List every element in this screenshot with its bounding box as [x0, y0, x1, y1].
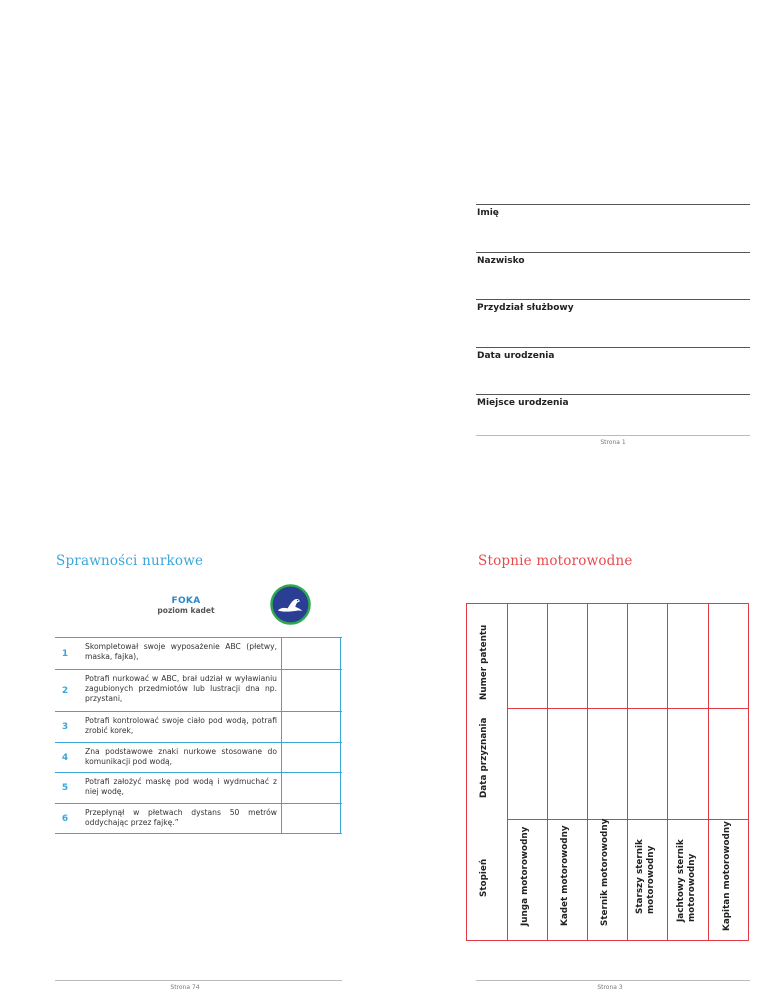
skill-checkbox[interactable] — [281, 743, 341, 772]
assignment-field[interactable] — [476, 299, 750, 347]
birth-place-label: Miejsce urodzenia — [477, 398, 569, 408]
skill-number: 2 — [61, 685, 69, 696]
badge-name: FOKA — [171, 596, 201, 606]
skill-description: Zna podstawowe znaki nurkowe stosowane do komunikacji pod wodą, — [85, 747, 277, 766]
skill-row — [55, 742, 342, 772]
column-divider — [667, 604, 668, 940]
skill-checkbox[interactable] — [281, 670, 341, 711]
skill-checkbox[interactable] — [281, 773, 341, 803]
header-stopien: Stopień — [479, 858, 489, 897]
skill-number: 1 — [61, 648, 69, 659]
name-label: Imię — [477, 208, 499, 218]
rank-starszy-sternik — [635, 839, 656, 914]
header-numer-patentu: Numer patentu — [479, 624, 489, 700]
surname-field[interactable] — [476, 252, 750, 300]
skill-number: 3 — [61, 722, 69, 732]
motor-ranks-title: Stopnie motorowodne — [478, 553, 633, 569]
row-divider — [507, 819, 748, 820]
rank-kapitan: Kapitan motorowodny — [722, 821, 732, 931]
skill-row — [55, 803, 342, 834]
skill-checkbox[interactable] — [281, 804, 341, 833]
personal-data-form — [476, 204, 750, 442]
birth-date-label: Data urodzenia — [477, 350, 555, 361]
badge-level: poziom kadet — [157, 606, 215, 615]
page-divider — [55, 980, 342, 981]
rank-jachtowy-line1: Jachtowy sternik — [676, 839, 686, 922]
skill-row — [55, 669, 342, 711]
skill-description: Potrafi nurkować w ABC, brał udział w wyławianiu zagubionych przedmiotów lub lustracji dna np. przystani, — [85, 674, 277, 703]
skill-row — [55, 637, 342, 669]
column-divider — [587, 604, 588, 940]
birth-date-field[interactable] — [476, 347, 750, 395]
name-field[interactable] — [476, 204, 750, 252]
page-number-left: Strona 74 — [170, 984, 200, 991]
surname-label: Nazwisko — [477, 255, 525, 266]
skill-number: 5 — [61, 783, 69, 793]
page-divider — [476, 435, 750, 436]
skill-row — [55, 711, 342, 742]
motor-ranks-table — [466, 603, 749, 941]
column-divider — [547, 604, 548, 940]
column-divider — [708, 604, 709, 940]
seal-icon — [270, 584, 311, 625]
rank-jachtowy-line2: motorowodny — [686, 853, 697, 922]
rank-jachtowy-sternik — [676, 839, 697, 922]
skills-table — [55, 637, 342, 834]
skill-description: Przepłynął w płetwach dystans 50 metrów oddychając przez fajkę.” — [85, 808, 277, 827]
column-divider — [507, 604, 508, 940]
assignment-label: Przydział służbowy — [477, 303, 574, 313]
rank-kadet: Kadet motorowodny — [560, 825, 570, 926]
skill-description: Potrafi założyć maskę pod wodą i wydmuchać z niej wodę, — [85, 777, 277, 796]
skill-number: 4 — [61, 752, 69, 763]
row-divider — [507, 708, 748, 709]
skill-number: 6 — [61, 813, 69, 824]
rank-starszy-line1: Starszy sternik — [635, 839, 645, 914]
rank-starszy-line2: motorowodny — [645, 845, 656, 914]
diving-skills-title: Sprawności nurkowe — [56, 553, 204, 569]
skill-checkbox[interactable] — [281, 712, 341, 742]
rank-sternik: Sternik motorowodny — [600, 818, 610, 926]
rank-junga: Junga motorowodny — [520, 826, 530, 926]
header-data-przyznania: Data przyznania — [479, 717, 489, 798]
skill-description: Potrafi kontrolować swoje ciało pod wodą, potrafi zrobić korek, — [85, 716, 277, 735]
page-number-right: Strona 3 — [597, 984, 623, 991]
page-divider — [476, 980, 750, 981]
skill-description: Skompletował swoje wyposażenie ABC (płetwy, maska, fajka), — [85, 642, 277, 661]
skill-row — [55, 772, 342, 803]
page-number-top: Strona 1 — [600, 439, 626, 446]
skill-checkbox[interactable] — [281, 638, 341, 669]
column-divider — [627, 604, 628, 940]
